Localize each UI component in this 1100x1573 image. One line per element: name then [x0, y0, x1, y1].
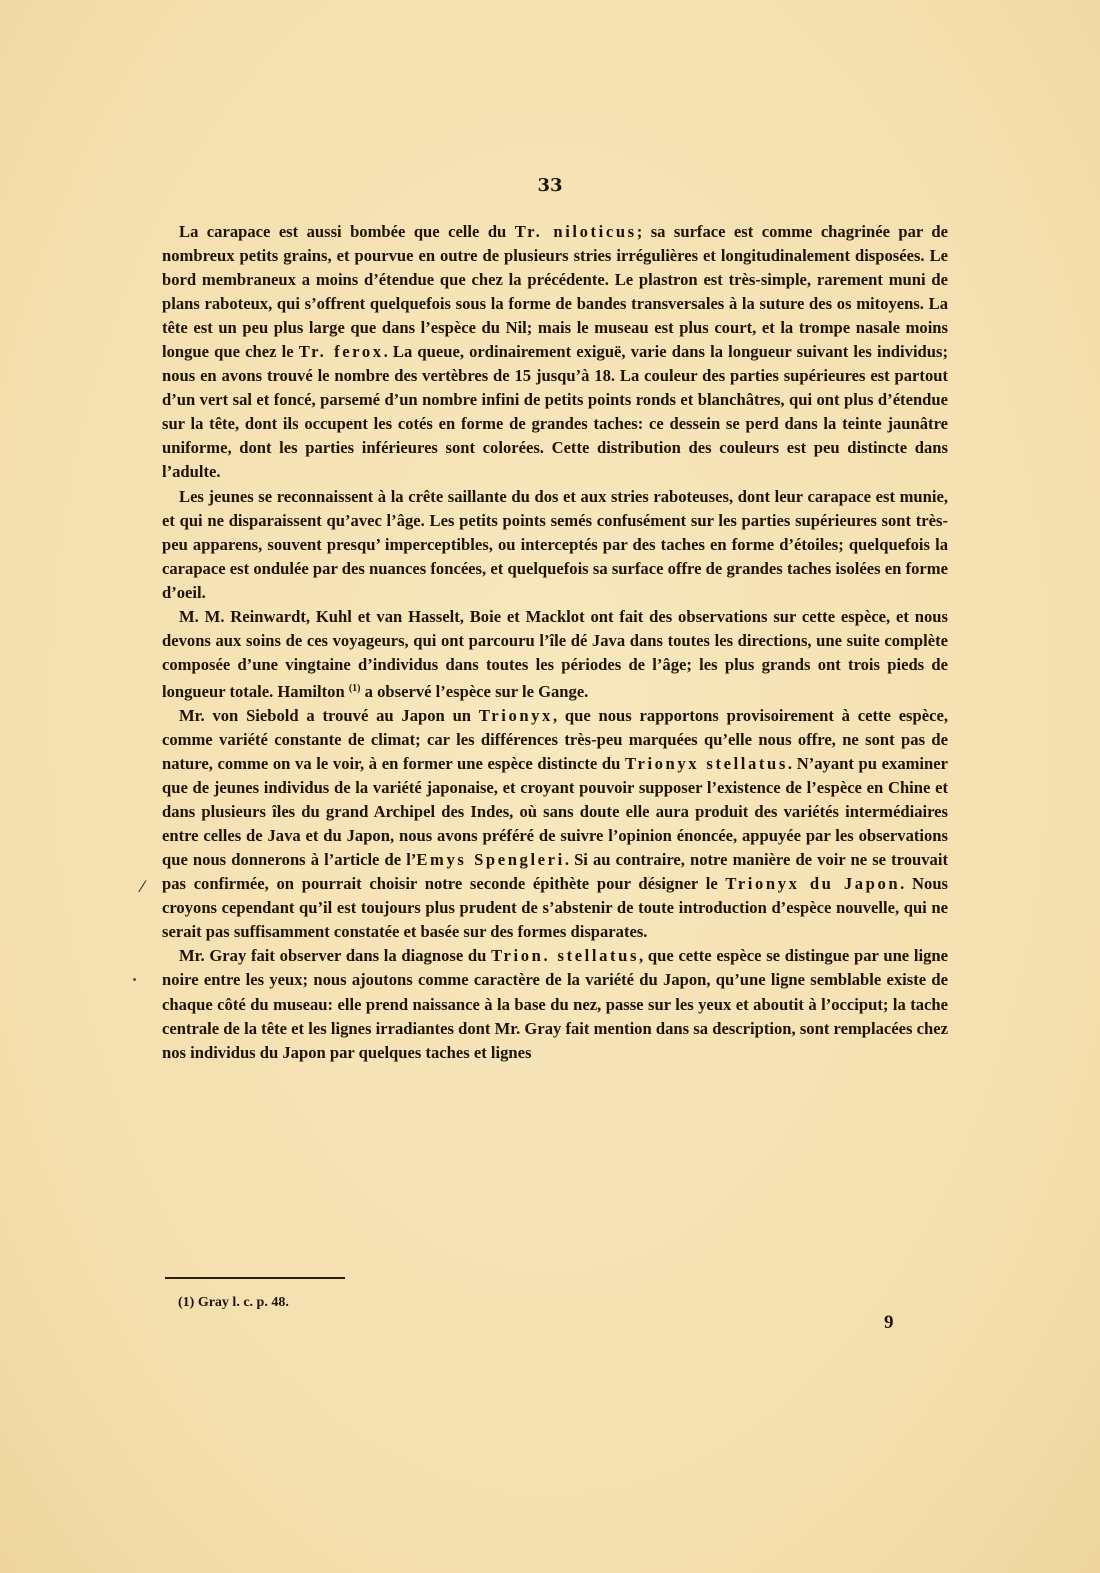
margin-dot: [133, 978, 136, 981]
signature-mark: 9: [884, 1312, 894, 1333]
footnote-rule: [165, 1277, 345, 1279]
text-run: , que nous rapportons provisoirement à cette espèce, comme variété constante de climat; car les différences très-peu marquées qu’elle nous offre, ne sont pas de nature, comme on va le voir, à en former une espèce distincte du: [162, 705, 948, 774]
paragraph: [162, 704, 948, 944]
paragraph: [162, 944, 948, 1064]
text-run: La carapace est aussi bombée que celle du: [179, 222, 515, 241]
page-number: 33: [537, 175, 563, 196]
text-run: . N’ayant pu examiner que de jeunes individus de la variété japonaise, et croyant pouvoir supposer l’existence de l’espèce en Chine et dans plusieurs îles du grand Archipel des Indes, où sans doute elle aura produit des variétés intermédiaires entre celles de Java et du Japon, nous avons préféré de suivre l’opinion énoncée, appuyée par les observations que nous donnerons à l’article de l’: [162, 754, 949, 870]
text-run: , que cette espèce se distingue par une ligne noire entre les yeux; nous ajoutons comme caractère de la variété du Japon, qu’une ligne semblable existe de chaque côté du museau: elle prend naissance à la base du nez, passe sur les yeux et aboutit à l’occiput; la tache centrale de la tête et les lignes irradiantes dont Mr. Gray fait mention dans sa description, sont remplacées chez nos individus du Japon par quelques taches et lignes: [162, 946, 949, 1062]
paragraph: [162, 485, 948, 605]
text-run: a observé l’espèce sur le Gange.: [360, 681, 589, 701]
text-run: M. M. Reinwardt, Kuhl et van Hasselt, Boie et Macklot ont fait des observations sur cette espèce, et nous devons aux soins de ces voyageurs, qui ont parcouru l’île dé Java dans toutes les directions, une suite complète composée d’une vingtaine d’individus dans toutes les périodes de l’âge; les plus grands ont trois pieds de longueur totale. Hamilton: [162, 606, 948, 701]
spaced-term: Emys Spengleri: [416, 850, 565, 870]
margin-pencil-mark: ⁄: [141, 877, 144, 896]
spaced-term: Trionyx: [478, 705, 553, 725]
text-run: Mr. von Siebold a trouvé au Japon un: [179, 705, 479, 725]
text-run: Les jeunes se reconnaissent à la crête saillante du dos et aux stries raboteuses, dont leur carapace est munie, et qui ne disparaissent qu’avec l’âge. Les petits points semés confusément sur les parties supérieures sont très-peu apparens, souvent presqu’ imperceptibles, ou interceptés par des taches en forme d’étoiles; quelquefois la carapace est ondulée par des nuances foncées, et quelquefois sa surface offre de grandes taches isolées en forme d’oeil.: [162, 486, 948, 602]
footnote: (1) Gray l. c. p. 48.: [178, 1295, 289, 1310]
spaced-term: Tr. ferox: [298, 342, 384, 362]
paragraph: [162, 605, 948, 704]
footnote-ref: (1): [348, 682, 361, 694]
spaced-term: Tr. niloticus: [514, 222, 637, 241]
spaced-term: Trionyx stellatus: [625, 754, 788, 774]
text-run: . Si au contraire, notre manière de voir ne se trouvait pas confirmée, on pourrait choisir notre seconde épithète pour désigner le: [162, 850, 948, 894]
paragraph: [162, 220, 948, 485]
body-text: [162, 220, 948, 1065]
text-run: ; sa surface est comme chagrinée par de nombreux petits grains, et pourvue en outre de plusieurs stries irrégulières et longitudinalement disposées. Le bord membraneux a moins d’étendue que chez la précédente. Le plastron est très-simple, rarement muni de plans raboteux, qui s’offrent quelquefois sous la forme de bandes transversales à la suture des os mitoyens. La tête est un peu plus large que dans l’espèce du Nil; mais le museau est plus court, et la trompe nasale moins longue que chez le: [162, 222, 948, 362]
spaced-term: Trion. stellatus: [491, 946, 640, 966]
text-run: . Nous croyons cependant qu’il est toujours plus prudent de s’abstenir de toute introduction d’espèce nouvelle, qui ne serait pas suffisamment constatée et basée sur des formes disparates.: [162, 874, 948, 942]
text-run: Mr. Gray fait observer dans la diagnose du: [179, 946, 492, 966]
spaced-term: Trionyx du Japon: [725, 874, 901, 894]
text-run: . La queue, ordinairement exiguë, varie dans la longueur suivant les individus; nous en avons trouvé le nombre des vertèbres de 15 jusqu’à 18. La couleur des parties supérieures est partout d’un vert sal et foncé, parsemé d’un nombre infini de petits points ronds et blanchâtres, qui ont plus d’étendue sur la tête, dont ils occupent les cotés en forme de grandes taches: ce dessein se perd dans la teinte jaunâtre uniforme, dont les parties inférieures sont colorées. Cette distribution des couleurs est peu distincte dans l’adulte.: [162, 342, 948, 482]
